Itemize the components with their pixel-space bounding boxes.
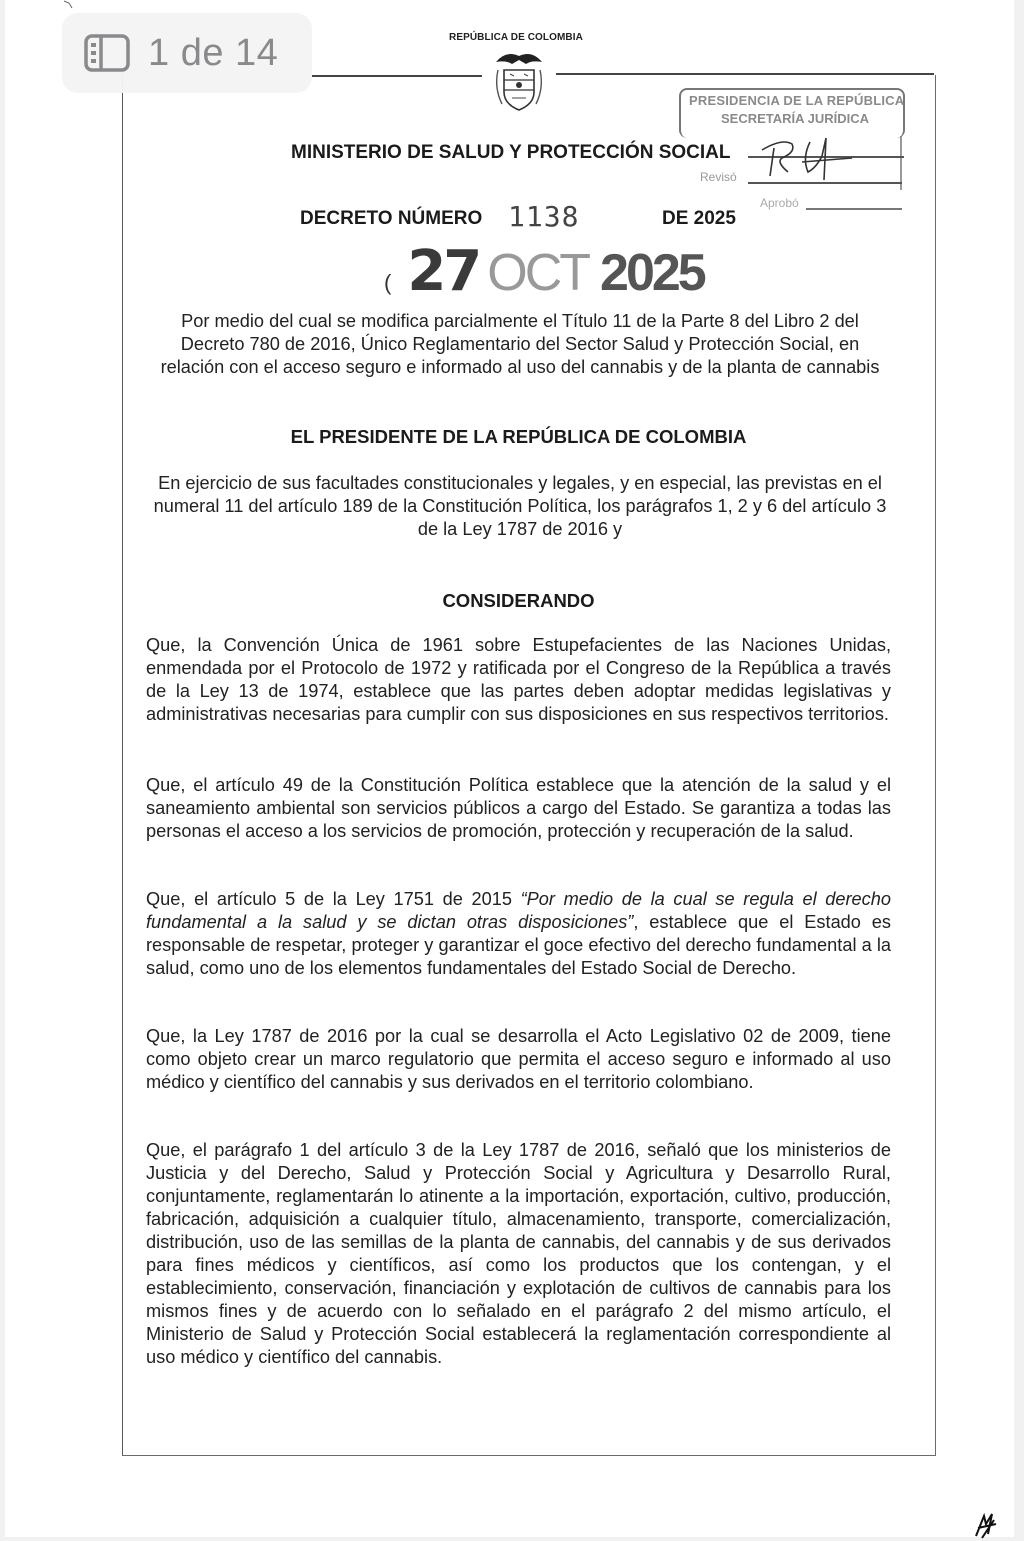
ministry-name: MINISTERIO DE SALUD Y PROTECCIÓN SOCIAL bbox=[291, 142, 731, 163]
date-stamp-year: 2025 bbox=[600, 244, 704, 302]
facultades-paragraph: En ejercicio de sus facultades constitucionales y legales, y en especial, las previstas en el numeral 11 del artículo 189 de la Constitución Política, los parágrafos 1, 2 y 6 del artículo 3 de la Ley 1787 de 2016 y bbox=[153, 473, 887, 539]
reviewer-signature-icon bbox=[752, 128, 862, 188]
date-stamp bbox=[384, 239, 704, 304]
stamp-reviso-label: Revisó bbox=[700, 170, 737, 184]
paragraph-text: Que, el artículo 5 de la Ley 1751 de 2015 bbox=[146, 889, 521, 909]
decree-epigraph: Por medio del cual se modifica parcialmente el Título 11 de la Parte 8 del Libro 2 del Decreto 780 de 2016, Único Reglamentario del Sector Salud y Protección Social, en relación con el acceso seguro e informado al uso del cannabis y de la planta de cannabis bbox=[160, 311, 880, 377]
considerando-paragraph: Que, el parágrafo 1 del artículo 3 de la Ley 1787 de 2016, señaló que los ministerios de Justicia y del Derecho, Salud y Protección Social y Agricultura y Desarrollo Rural, conjuntamente, reglamentarán lo atinente a la importación, exportación, cultivo, producción, fabricación, adquisición a cualquier título, almacenamiento, transporte, comercialización, distribución, uso de las semillas de la planta de cannabis, del cannabis y de sus derivados para fines médicos y científicos, así como los productos que los contengan, y el establecimiento, conservación, financiación y explotación de cultivos de cannabis para los mismos fines y de acuerdo con lo señalado en el parágrafo 2 del mismo artículo, el Ministerio de Salud y Protección Social establecerá la reglamentación correspondiente al uso médico y científico del cannabis. bbox=[146, 1140, 891, 1367]
decree-number: 1138 bbox=[508, 200, 580, 233]
considerando-paragraph: Que, la Ley 1787 de 2016 por la cual se desarrolla el Acto Legislativo 02 de 2009, tiene como objeto crear un marco regulatorio que permita el acceso seguro e informado al uso médico y científico del cannabis y sus derivados en el territorio colombiano. bbox=[146, 1026, 891, 1092]
decree-year-label: DE 2025 bbox=[662, 208, 736, 229]
frame-top-left-rule bbox=[312, 75, 482, 77]
stamp-line-2: SECRETARÍA JURÍDICA bbox=[721, 111, 870, 126]
considerando-paragraph: Que, el artículo 49 de la Constitución Política establece que la atención de la salud y el saneamiento ambiental son servicios públicos a cargo del Estado. Se garantiza a todas las personas el acceso a los servicios de promoción, protección y recuperación de la salud. bbox=[146, 775, 891, 841]
law-title-quote: “Por medio de la cual se regula el derecho fundamental a la salud y se dictan otras disposiciones” bbox=[146, 889, 891, 932]
page-indicator-text: 1 de 14 bbox=[148, 31, 279, 74]
page-indicator[interactable] bbox=[62, 13, 312, 93]
colombia-coat-of-arms-icon bbox=[484, 48, 554, 118]
country-header: REPÚBLICA DE COLOMBIA bbox=[449, 32, 583, 43]
considerando-heading: CONSIDERANDO bbox=[442, 590, 595, 611]
paragraph-text: , establece que el Estado es responsable de respetar, proteger y garantizar el goce efectivo del derecho fundamental a la salud, como uno de los elementos fundamentales del Estado Social de Derecho. bbox=[146, 912, 891, 978]
stamp-aprobo-label: Aprobó bbox=[760, 196, 799, 210]
decree-label: DECRETO NÚMERO bbox=[300, 208, 483, 229]
stamp-line-1: PRESIDENCIA DE LA REPÚBLICA bbox=[689, 93, 905, 108]
initials-signature-icon bbox=[972, 1510, 1000, 1540]
considerando-paragraph: Que, la Convención Única de 1961 sobre Estupefacientes de las Naciones Unidas, enmendada por el Protocolo de 1972 y ratificada por el Congreso de la República a través de la Ley 13 de 1974, establece que las partes deben adoptar medidas legislativas y administrativas necesarias para cumplir con sus disposiciones en sus respectivos territorios. bbox=[146, 635, 891, 724]
date-stamp-month: OCT bbox=[487, 244, 589, 302]
stamp-line bbox=[806, 208, 902, 210]
frame-top-right-rule bbox=[556, 73, 934, 75]
date-paren: ( bbox=[384, 270, 392, 295]
president-heading: EL PRESIDENTE DE LA REPÚBLICA DE COLOMBIA bbox=[290, 426, 747, 447]
date-stamp-day: 27 bbox=[407, 239, 480, 304]
sidebar-toggle-icon[interactable] bbox=[84, 34, 130, 72]
considerando-paragraph bbox=[146, 888, 891, 980]
cursor-icon bbox=[63, 0, 75, 10]
